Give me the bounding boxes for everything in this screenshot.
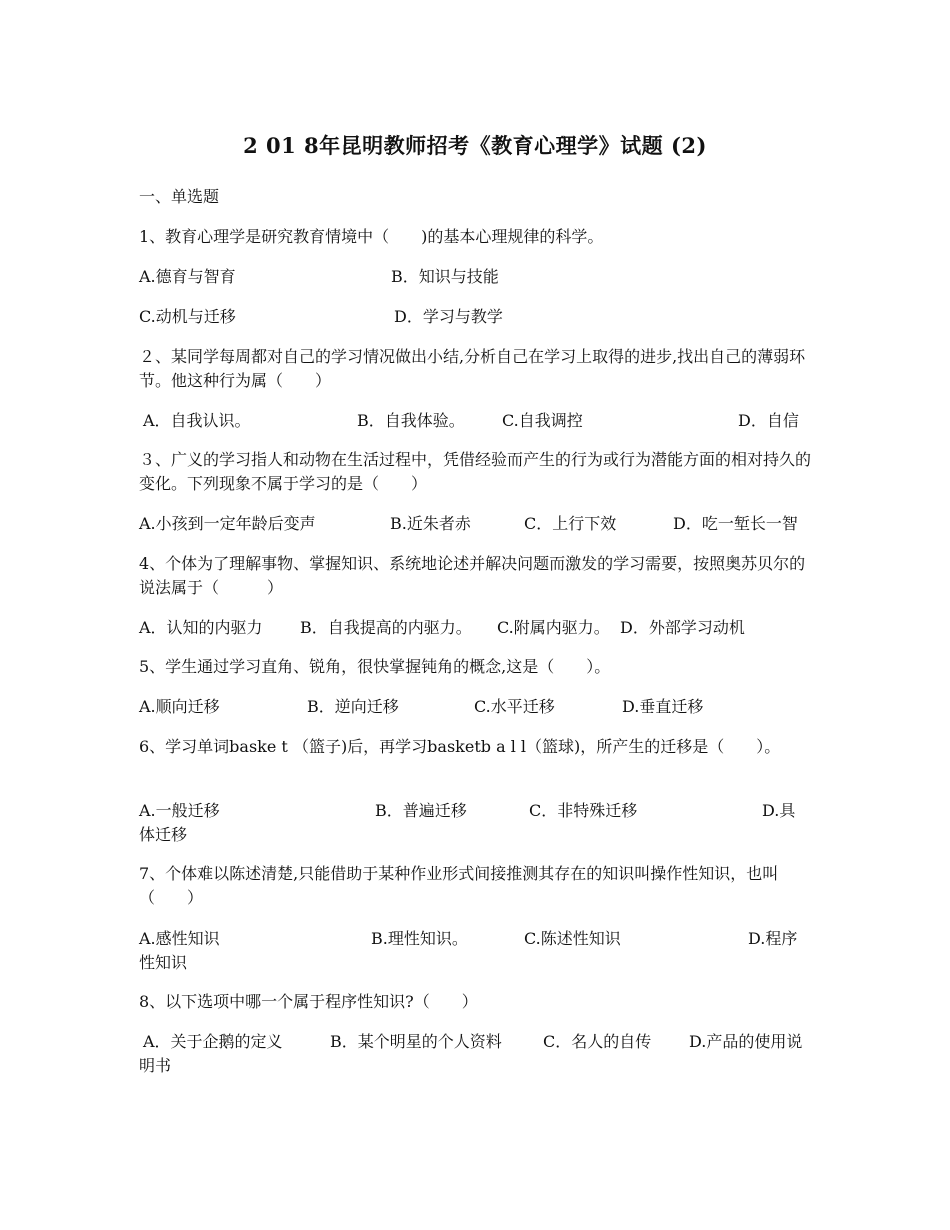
question-5-stem: 5、学生通过学习直角、锐角，很快掌握钝角的概念,这是（ ）。	[139, 657, 611, 676]
question-8-option-a: A．关于企鹅的定义	[143, 1032, 283, 1051]
question-1-option-c: C.动机与迁移	[139, 307, 236, 326]
question-7-option-b: B.理性知识。	[371, 929, 468, 948]
question-7-option-d: D.程序性知识	[139, 929, 798, 972]
question-8-option-b: B．某个明星的个人资料	[330, 1032, 502, 1051]
question-8-option-d: D.产品的使用说明书	[139, 1032, 803, 1075]
question-4-stem: 4、个体为了理解事物、掌握知识、系统地论述并解决问题而激发的学习需要，按照奥苏贝尔的说法属于（ ）	[139, 554, 806, 597]
question-4-option-c: C.附属内驱力。	[497, 618, 610, 637]
question-2-option-d: D．自信	[738, 411, 799, 430]
question-7-option-a: A.感性知识	[139, 929, 220, 948]
question-6-option-c-d	[139, 799, 801, 847]
question-5-option-d: D.垂直迁移	[622, 697, 704, 716]
question-8-stem: 8、以下选项中哪一个属于程序性知识?（ ）	[139, 992, 478, 1011]
question-6-option-b: B．普遍迁移	[375, 801, 467, 820]
question-1-stem: 1、教育心理学是研究教育情境中（ )的基本心理规律的科学。	[139, 227, 604, 246]
question-6-option-d: D.具体迁移	[139, 801, 796, 844]
question-6-stem: 6、学习单词baske t （篮子)后，再学习basketb a l l（篮球)，所产生的迁移是（ ）。	[139, 737, 781, 756]
question-1-option-d: D．学习与教学	[394, 307, 503, 326]
question-5-option-a: A.顺向迁移	[139, 697, 220, 716]
question-3-option-a: A.小孩到一定年龄后变声	[139, 514, 316, 533]
question-1-option-a: A.德育与智育	[139, 267, 236, 286]
question-8-option-d-wrap	[139, 1030, 805, 1078]
question-4-option-b: B．自我提高的内驱力。	[300, 618, 472, 637]
question-6-option-a: A.一般迁移	[139, 801, 220, 820]
page-title: 2 01 8年昆明教师招考《教育心理学》试题 (2)	[243, 133, 707, 158]
question-3-option-b: B.近朱者赤	[390, 514, 471, 533]
question-2-option-b: B．自我体验。	[357, 411, 465, 430]
question-2-option-c: C.自我调控	[502, 411, 583, 430]
question-3-stem: ３、广义的学习指人和动物在生活过程中，凭借经验而产生的行为或行为潜能方面的相对持久的变化。下列现象不属于学习的是（ ）	[139, 450, 812, 493]
section-heading: 一、单选题	[139, 187, 220, 206]
question-7-stem: 7、个体难以陈述清楚,只能借助于某种作业形式间接推测其存在的知识叫操作性知识，也叫（ ）	[139, 864, 779, 907]
question-2-stem: ２、某同学每周都对自己的学习情况做出小结,分析自己在学习上取得的进步,找出自己的薄弱环节。他这种行为属（ ）	[139, 347, 806, 390]
question-4-option-d: D．外部学习动机	[620, 618, 745, 637]
question-6-option-c: C．非特殊迁移	[529, 801, 638, 820]
question-3-option-c: C．上行下效	[524, 514, 617, 533]
question-5-option-c: C.水平迁移	[474, 697, 555, 716]
question-7-option-d-wrap	[139, 927, 811, 975]
question-7-option-c: C.陈述性知识	[524, 929, 621, 948]
question-4-option-a: A．认知的内驱力	[139, 618, 263, 637]
question-1-option-b: B．知识与技能	[391, 267, 499, 286]
question-8-option-c: C．名人的自传	[543, 1032, 652, 1051]
question-3-option-d: D．吃一堑长一智	[673, 514, 798, 533]
question-5-option-b: B．逆向迁移	[307, 697, 399, 716]
question-2-option-a: A．自我认识。	[143, 411, 251, 430]
